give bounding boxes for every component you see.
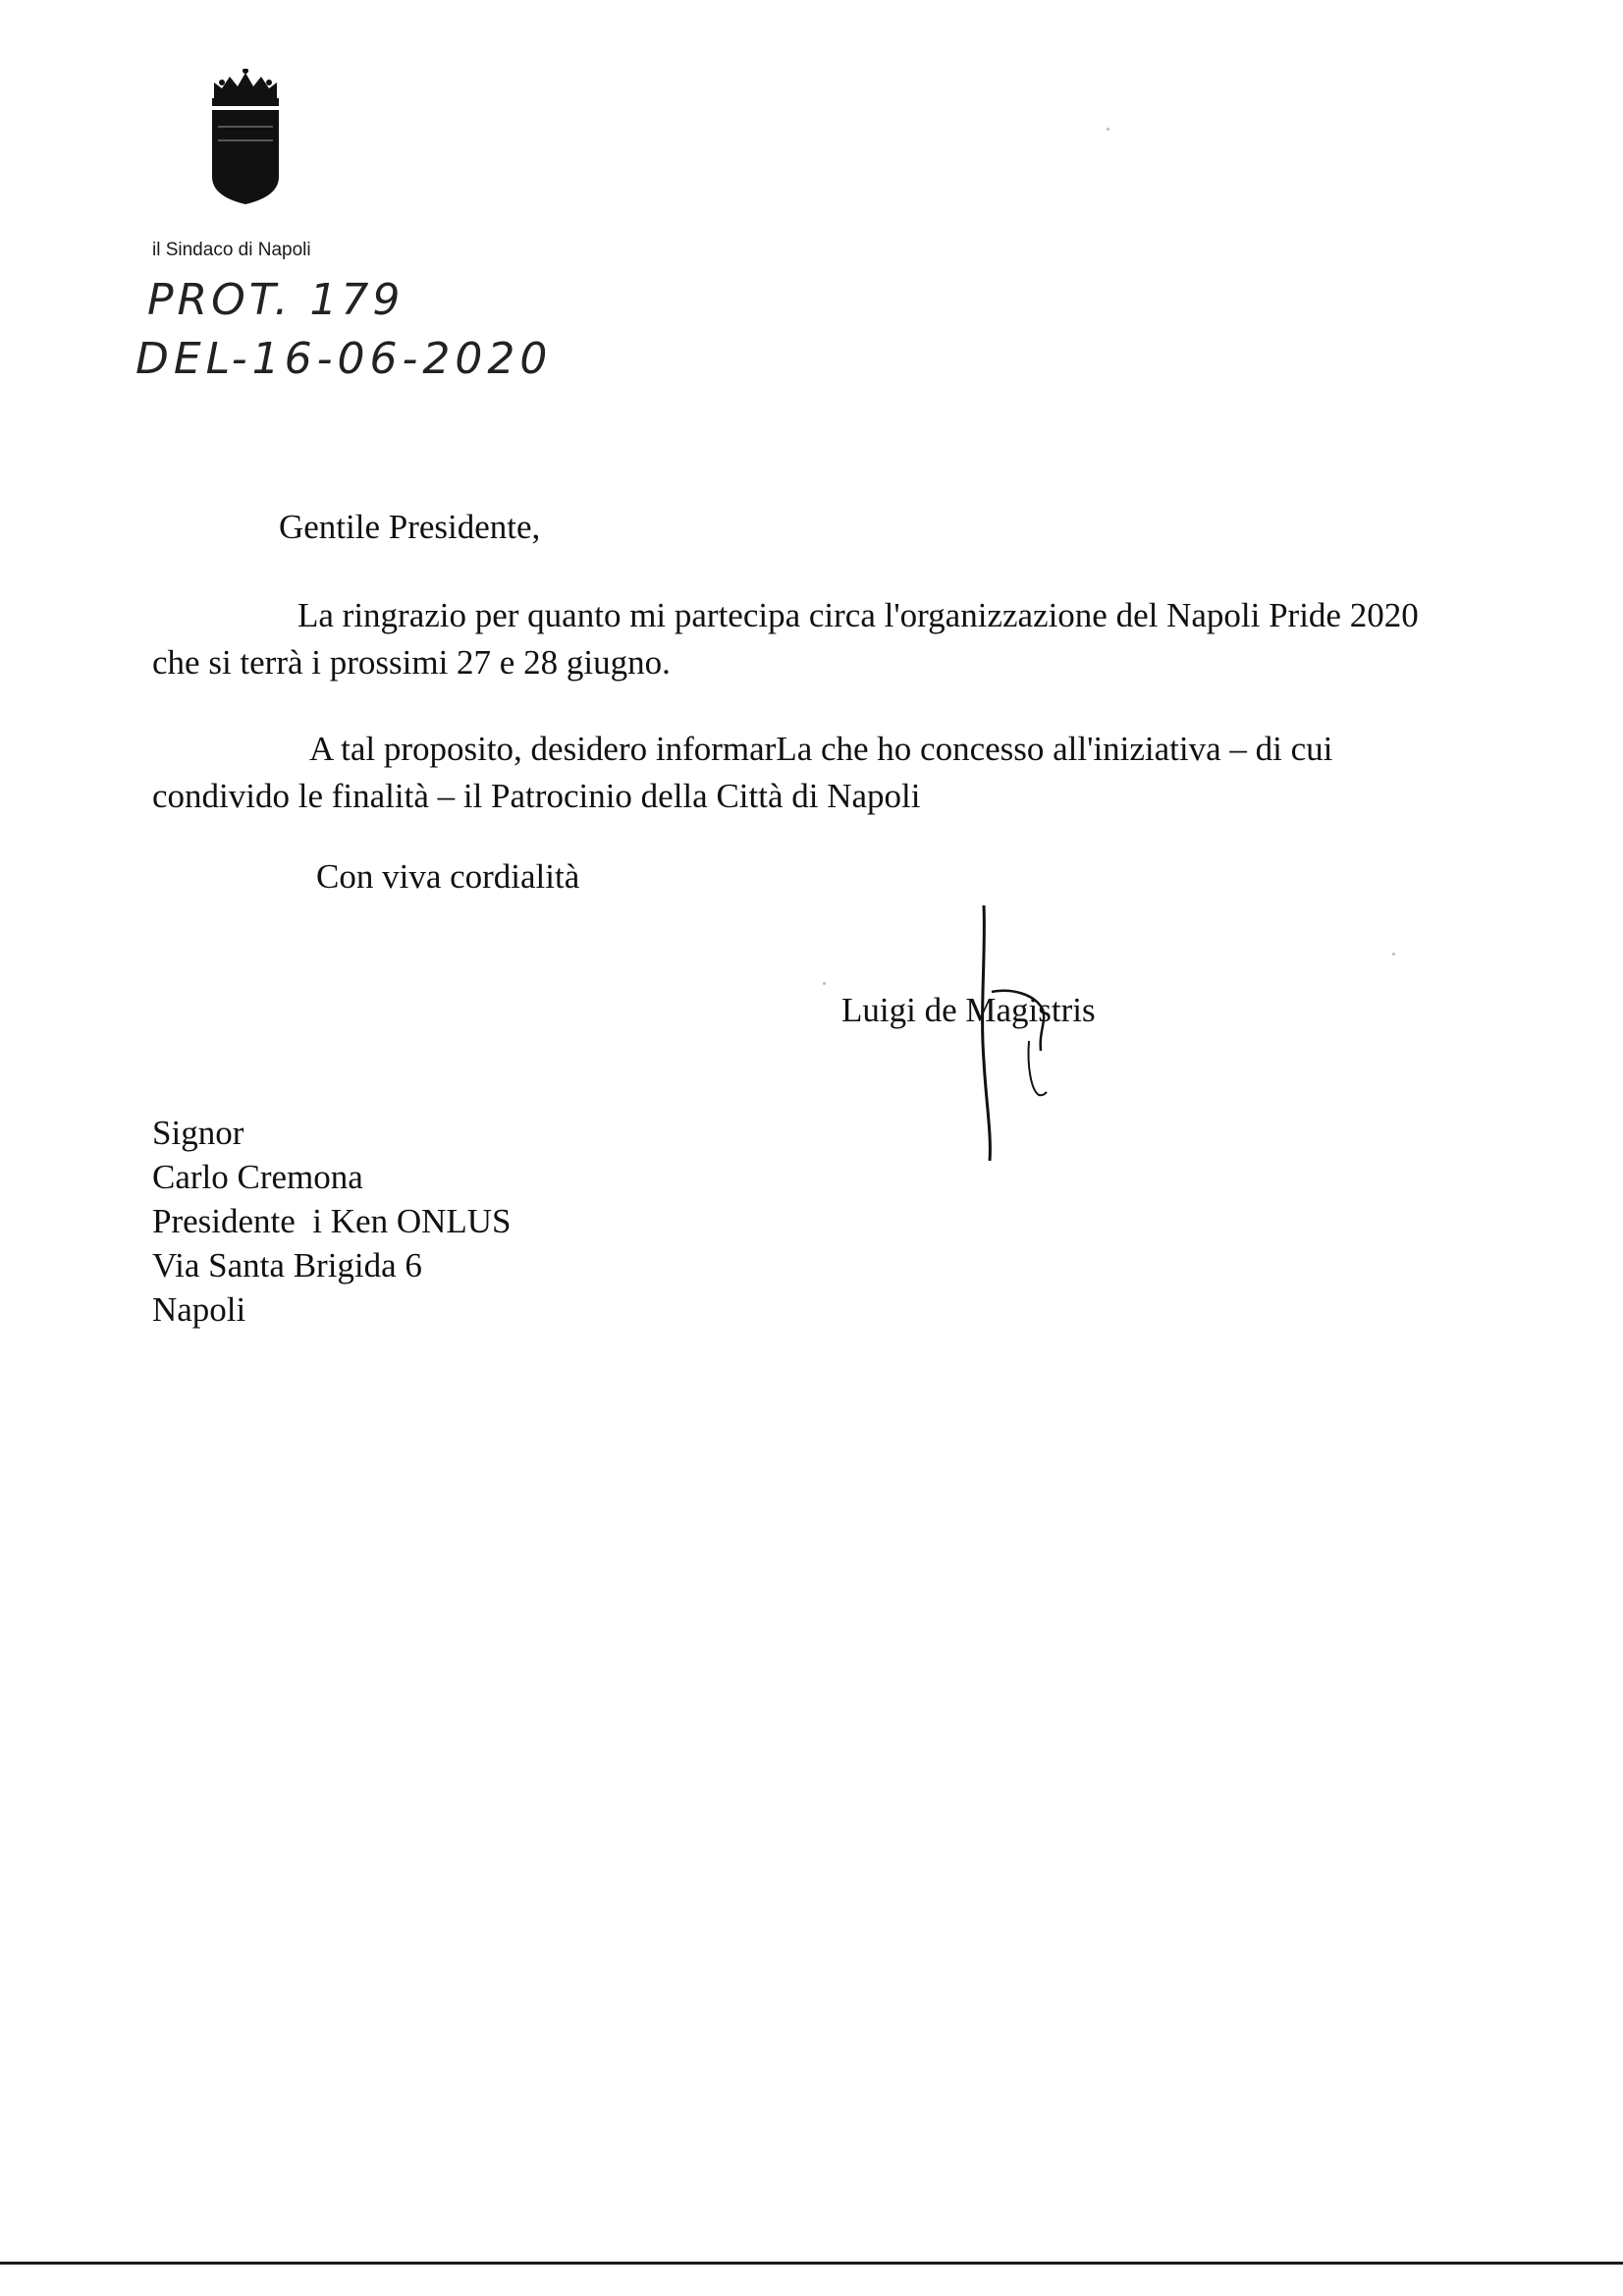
closing-greeting: Con viva cordialità	[316, 857, 580, 896]
recipient-line: Signor	[152, 1114, 244, 1152]
naples-city-crest-icon	[206, 69, 285, 206]
protocol-date: DEL-16-06-2020	[135, 334, 553, 384]
scan-speck	[1107, 128, 1109, 131]
sender-label: il Sindaco di Napoli	[152, 240, 311, 260]
recipient-line: Presidente i Ken ONLUS	[152, 1202, 512, 1240]
recipient-line: Carlo Cremona	[152, 1158, 363, 1196]
paragraph-thanks	[152, 592, 1468, 686]
handwritten-signature-icon	[933, 894, 1129, 1169]
protocol-number: PROT. 179	[147, 275, 405, 325]
paragraph-patronage-text: A tal proposito, desidero informarLa che ho concesso all'iniziativa – di cui condivido le finalità – il Patrocinio della Città di Napoli	[152, 730, 1333, 815]
recipient-line: Napoli	[152, 1290, 246, 1329]
scan-speck	[823, 982, 826, 985]
recipient-line: Via Santa Brigida 6	[152, 1246, 422, 1285]
paragraph-patronage	[152, 726, 1468, 820]
salutation: Gentile Presidente,	[279, 508, 541, 546]
signatory-name: Luigi de Magistris	[841, 991, 1096, 1029]
scan-speck	[1392, 953, 1395, 956]
paragraph-thanks-text: La ringrazio per quanto mi partecipa circa l'organizzazione del Napoli Pride 2020 che si terrà i prossimi 27 e 28 giugno.	[152, 596, 1419, 682]
bottom-rule	[0, 2262, 1623, 2265]
recipient-address	[152, 1111, 512, 1332]
